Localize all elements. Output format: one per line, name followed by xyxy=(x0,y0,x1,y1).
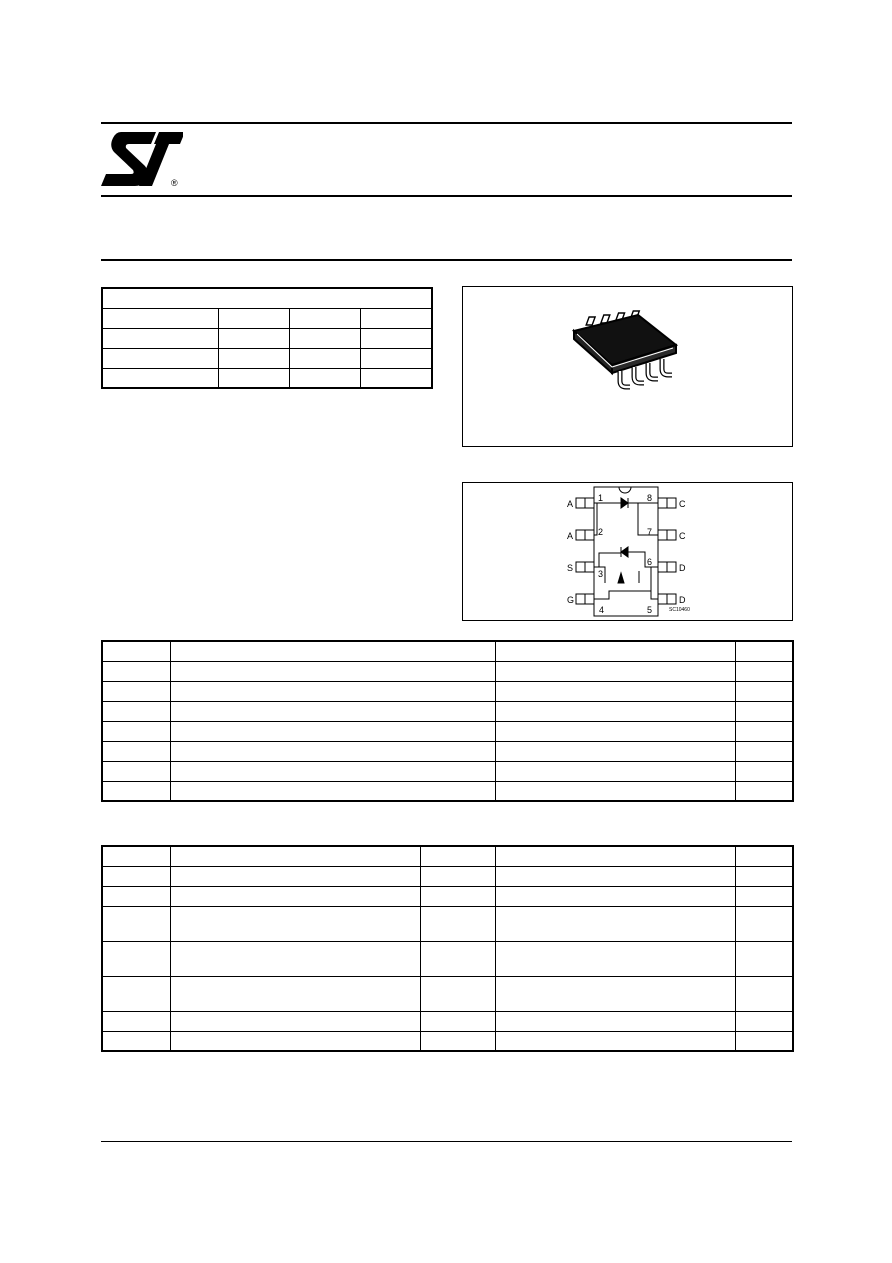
left-pin-3 xyxy=(576,562,594,572)
thermal-cell xyxy=(495,1031,735,1051)
thermal-cell xyxy=(420,866,495,886)
right-pin-label: C xyxy=(679,531,686,541)
left-pin-label: A xyxy=(567,531,574,541)
thermal-cell xyxy=(495,866,735,886)
ratings-cell xyxy=(170,781,495,801)
thermal-cell xyxy=(102,976,170,1011)
left-pin-4 xyxy=(576,594,594,604)
ratings-cell xyxy=(102,741,170,761)
thermal-header-cell xyxy=(420,846,495,866)
right-pin-5 xyxy=(658,594,676,604)
pin-number: 1 xyxy=(598,493,604,503)
ratings-cell xyxy=(102,781,170,801)
summary-cell xyxy=(102,308,218,328)
thermal-header-cell xyxy=(735,846,793,866)
left-pin-1 xyxy=(576,498,594,508)
ratings-cell xyxy=(495,741,735,761)
ratings-header-cell xyxy=(495,641,735,661)
ratings-cell xyxy=(735,761,793,781)
thermal-cell xyxy=(735,1011,793,1031)
summary-cell xyxy=(360,308,432,328)
thermal-cell xyxy=(102,906,170,941)
ratings-cell xyxy=(102,701,170,721)
ratings-cell xyxy=(170,661,495,681)
summary-cell xyxy=(360,328,432,348)
thermal-cell xyxy=(735,941,793,976)
thermal-cell xyxy=(170,1011,420,1031)
ratings-cell xyxy=(495,781,735,801)
right-pin-label: C xyxy=(679,499,686,509)
summary-cell xyxy=(218,328,289,348)
thermal-cell xyxy=(495,1011,735,1031)
thermal-header-cell xyxy=(495,846,735,866)
ratings-cell xyxy=(735,681,793,701)
thermal-cell xyxy=(102,1011,170,1031)
summary-cell xyxy=(289,308,360,328)
ratings-table xyxy=(101,640,794,802)
thermal-cell xyxy=(170,1031,420,1051)
thermal-cell xyxy=(495,886,735,906)
package-image-box xyxy=(462,286,793,447)
diagram-code: SC10460 xyxy=(669,607,690,613)
left-pin-2 xyxy=(576,530,594,540)
pin-number: 2 xyxy=(598,527,604,537)
summary-cell xyxy=(289,348,360,368)
thermal-cell xyxy=(420,1031,495,1051)
ratings-cell xyxy=(170,761,495,781)
left-pin-label: A xyxy=(567,499,574,509)
ratings-cell xyxy=(102,721,170,741)
pin-number: 6 xyxy=(647,557,653,567)
thermal-cell xyxy=(420,941,495,976)
thermal-cell xyxy=(170,906,420,941)
summary-cell xyxy=(289,368,360,388)
left-pin-label: G xyxy=(567,595,575,605)
header-bottom-rule xyxy=(101,259,792,261)
thermal-cell xyxy=(495,941,735,976)
thermal-cell xyxy=(170,976,420,1011)
ratings-cell xyxy=(170,721,495,741)
thermal-cell xyxy=(170,866,420,886)
ratings-cell xyxy=(170,741,495,761)
registered-mark: ® xyxy=(171,178,178,188)
thermal-cell xyxy=(495,906,735,941)
summary-cell xyxy=(360,348,432,368)
thermal-cell xyxy=(102,1031,170,1051)
ratings-cell xyxy=(170,681,495,701)
ratings-cell xyxy=(495,661,735,681)
ratings-cell xyxy=(170,701,495,721)
thermal-cell xyxy=(102,866,170,886)
summary-cell xyxy=(218,368,289,388)
thermal-cell xyxy=(420,976,495,1011)
thermal-cell xyxy=(420,906,495,941)
header-mid-rule xyxy=(101,195,792,197)
thermal-cell xyxy=(735,1031,793,1051)
thermal-cell xyxy=(102,941,170,976)
right-pin-6 xyxy=(658,562,676,572)
ratings-cell xyxy=(495,721,735,741)
right-pin-8 xyxy=(658,498,676,508)
summary-title-cell xyxy=(102,288,432,308)
thermal-cell xyxy=(170,941,420,976)
ratings-cell xyxy=(495,681,735,701)
right-pin-label: D xyxy=(679,595,686,605)
summary-cell xyxy=(218,308,289,328)
right-pin-label: D xyxy=(679,563,686,573)
thermal-cell xyxy=(420,1011,495,1031)
pinout-diagram-box xyxy=(462,482,793,621)
summary-cell xyxy=(289,328,360,348)
ratings-cell xyxy=(102,681,170,701)
thermal-cell xyxy=(420,886,495,906)
so8-package-icon xyxy=(568,309,688,399)
thermal-cell xyxy=(735,866,793,886)
header-top-rule xyxy=(101,122,792,124)
summary-cell xyxy=(102,348,218,368)
thermal-header-cell xyxy=(170,846,420,866)
ratings-cell xyxy=(495,701,735,721)
ratings-cell xyxy=(102,661,170,681)
thermal-cell xyxy=(735,886,793,906)
summary-cell xyxy=(360,368,432,388)
thermal-cell xyxy=(495,976,735,1011)
pin-number: 5 xyxy=(647,605,653,615)
pinout-diagram xyxy=(463,483,791,619)
ratings-header-cell xyxy=(170,641,495,661)
pin-number: 7 xyxy=(647,527,653,537)
ratings-cell xyxy=(735,661,793,681)
st-logo-icon xyxy=(101,130,183,188)
thermal-cell xyxy=(170,886,420,906)
thermal-cell xyxy=(102,886,170,906)
right-pin-7 xyxy=(658,530,676,540)
summary-cell xyxy=(218,348,289,368)
pin-number: 3 xyxy=(598,569,604,579)
ratings-header-cell xyxy=(735,641,793,661)
left-pin-label: S xyxy=(567,563,574,573)
pin-number: 8 xyxy=(647,493,653,503)
ratings-cell xyxy=(735,721,793,741)
ratings-cell xyxy=(735,781,793,801)
pin-number: 4 xyxy=(599,605,605,615)
thermal-table xyxy=(101,845,794,1052)
ratings-cell xyxy=(735,741,793,761)
footer-rule xyxy=(101,1141,792,1142)
ratings-cell xyxy=(735,701,793,721)
summary-table xyxy=(101,287,433,389)
summary-cell xyxy=(102,328,218,348)
ratings-header-cell xyxy=(102,641,170,661)
thermal-cell xyxy=(735,906,793,941)
summary-cell xyxy=(102,368,218,388)
ratings-cell xyxy=(495,761,735,781)
thermal-cell xyxy=(735,976,793,1011)
ratings-cell xyxy=(102,761,170,781)
thermal-header-cell xyxy=(102,846,170,866)
